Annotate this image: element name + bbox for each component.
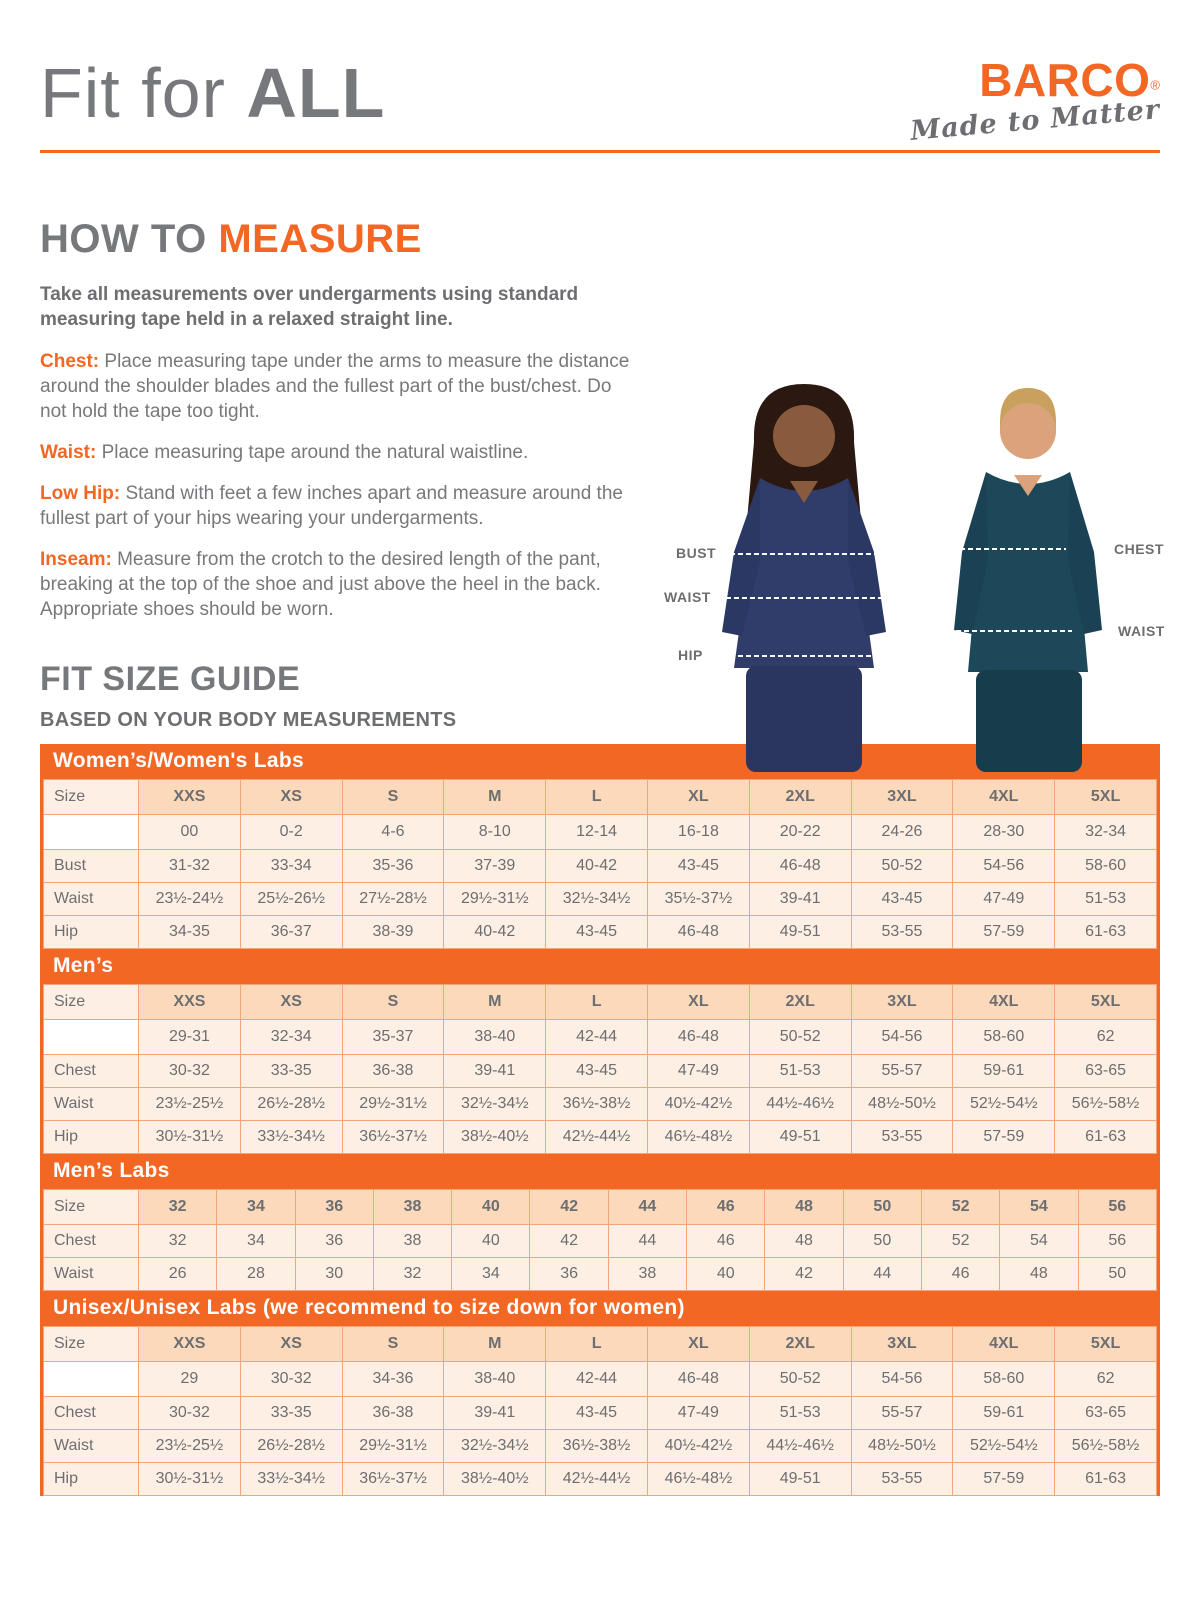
cell: 59-61	[953, 1397, 1055, 1430]
fit-size-guide-title: FIT SIZE GUIDE	[40, 660, 301, 699]
bust-line-label: BUST	[676, 545, 717, 561]
measure-item-chest-label: Chest:	[40, 350, 100, 372]
cell: 54	[1000, 1190, 1078, 1225]
cell: 33-34	[240, 850, 342, 883]
cell: 56½-58½	[1055, 1430, 1157, 1463]
cell: 32	[139, 1190, 217, 1225]
cell: 36½-37½	[342, 1463, 444, 1496]
measurement-photo	[652, 382, 1187, 772]
page-title-light: Fit for	[40, 54, 247, 132]
cell: 23½-24½	[139, 883, 241, 916]
measurement-row-waist	[44, 1088, 1157, 1121]
cell: 32	[373, 1258, 451, 1291]
size-tables	[40, 744, 1160, 1496]
cell: 56	[1078, 1225, 1156, 1258]
cell: 63-65	[1055, 1055, 1157, 1088]
cell: M	[444, 985, 546, 1020]
cell: 40-42	[444, 916, 546, 949]
cell: 43-45	[546, 1055, 648, 1088]
cell: 4XL	[953, 780, 1055, 815]
cell: 53-55	[851, 1121, 953, 1154]
cell: 42½-44½	[546, 1121, 648, 1154]
cell: 35-37	[342, 1020, 444, 1055]
cell: 36-38	[342, 1397, 444, 1430]
row-label	[44, 1362, 139, 1397]
measure-item-chest	[40, 349, 640, 424]
measurement-row-chest	[44, 1055, 1157, 1088]
cell: 36½-37½	[342, 1121, 444, 1154]
measurement-row-hip	[44, 916, 1157, 949]
table-section-womens	[43, 744, 1157, 949]
cell: 47-49	[647, 1055, 749, 1088]
cell: 39-41	[444, 1397, 546, 1430]
cell: 34-35	[139, 916, 241, 949]
cell: 61-63	[1055, 1463, 1157, 1496]
cell: 3XL	[851, 780, 953, 815]
cell: 38-39	[342, 916, 444, 949]
cell: 12-14	[546, 815, 648, 850]
row-label: Bust	[44, 850, 139, 883]
size-table	[43, 1189, 1157, 1291]
cell: 32½-34½	[546, 883, 648, 916]
measure-item-chest-text: Place measuring tape under the arms to measure the distance around the shoulder blades and the fullest part of the bust/chest. Do not hold the tape too tight.	[40, 350, 630, 422]
cell: 3XL	[851, 1327, 953, 1362]
measurement-row-chest	[44, 1397, 1157, 1430]
cell: 48½-50½	[851, 1088, 953, 1121]
cell: 52	[921, 1190, 999, 1225]
cell: S	[342, 985, 444, 1020]
cell: 30-32	[139, 1397, 241, 1430]
size-table	[43, 1326, 1157, 1496]
cell: 42	[765, 1258, 843, 1291]
how-to-measure-section	[40, 217, 640, 622]
cell: 30	[295, 1258, 373, 1291]
measure-item-waist-text: Place measuring tape around the natural waistline.	[96, 441, 529, 463]
waist-line-label-left: WAIST	[664, 589, 711, 605]
cell: 20-22	[749, 815, 851, 850]
table-unisex	[43, 1326, 1157, 1496]
cell: 40½-42½	[647, 1430, 749, 1463]
cell: 25½-26½	[240, 883, 342, 916]
cell: 40-42	[546, 850, 648, 883]
cell: 57-59	[953, 1463, 1055, 1496]
cell: XXS	[139, 985, 241, 1020]
cell: 24-26	[851, 815, 953, 850]
cell: XL	[647, 1327, 749, 1362]
cell: 5XL	[1055, 780, 1157, 815]
row-label	[44, 1020, 139, 1055]
size-range-row	[44, 1362, 1157, 1397]
cell: 49-51	[749, 1463, 851, 1496]
cell: L	[546, 1327, 648, 1362]
cell: 40½-42½	[647, 1088, 749, 1121]
measure-intro: Take all measurements over undergarments using standard measuring tape held in a relaxed straight line.	[40, 284, 579, 331]
masthead	[40, 54, 1161, 148]
cell: 4XL	[953, 1327, 1055, 1362]
measure-item-lowhip	[40, 481, 640, 531]
measurement-row-waist	[44, 1430, 1157, 1463]
table-title-unisex: Unisex/Unisex Labs (we recommend to size down for women)	[43, 1291, 1157, 1326]
cell: 62	[1055, 1362, 1157, 1397]
cell: 48	[765, 1190, 843, 1225]
cell: 28-30	[953, 815, 1055, 850]
cell: 49-51	[749, 916, 851, 949]
cell: 55-57	[851, 1397, 953, 1430]
cell: 42-44	[546, 1020, 648, 1055]
cell: 16-18	[647, 815, 749, 850]
cell: 40	[452, 1225, 530, 1258]
cell: 51-53	[1055, 883, 1157, 916]
cell: 58-60	[953, 1020, 1055, 1055]
cell: 56	[1078, 1190, 1156, 1225]
cell: M	[444, 780, 546, 815]
row-label	[44, 815, 139, 850]
measurement-row-waist	[44, 883, 1157, 916]
cell: 57-59	[953, 1121, 1055, 1154]
models-illustration	[652, 382, 1187, 772]
how-to-measure-title-gray: HOW TO	[40, 217, 219, 262]
cell: XL	[647, 985, 749, 1020]
table-section-mens	[43, 949, 1157, 1154]
cell: 2XL	[749, 1327, 851, 1362]
cell: 36-37	[240, 916, 342, 949]
cell: 51-53	[749, 1055, 851, 1088]
cell: 40	[687, 1258, 765, 1291]
cell: 46-48	[749, 850, 851, 883]
cell: 40	[452, 1190, 530, 1225]
cell: 38	[608, 1258, 686, 1291]
size-range-row	[44, 815, 1157, 850]
cell: 53-55	[851, 1463, 953, 1496]
cell: 38½-40½	[444, 1463, 546, 1496]
row-label: Size	[44, 985, 139, 1020]
cell: 52½-54½	[953, 1088, 1055, 1121]
cell: S	[342, 1327, 444, 1362]
cell: 42-44	[546, 1362, 648, 1397]
cell: L	[546, 780, 648, 815]
cell: 35-36	[342, 850, 444, 883]
brand-logo	[908, 54, 1161, 148]
cell: 29	[139, 1362, 241, 1397]
cell: 50	[843, 1225, 921, 1258]
cell: XS	[240, 985, 342, 1020]
cell: 4-6	[342, 815, 444, 850]
cell: 23½-25½	[139, 1430, 241, 1463]
cell: 62	[1055, 1020, 1157, 1055]
cell: 8-10	[444, 815, 546, 850]
cell: 3XL	[851, 985, 953, 1020]
measurement-row-bust	[44, 850, 1157, 883]
cell: 36-38	[342, 1055, 444, 1088]
cell: 32-34	[1055, 815, 1157, 850]
hip-line-label: HIP	[678, 647, 703, 663]
cell: 29½-31½	[444, 883, 546, 916]
cell: S	[342, 780, 444, 815]
cell: 42	[530, 1225, 608, 1258]
cell: 39-41	[749, 883, 851, 916]
cell: 52½-54½	[953, 1430, 1055, 1463]
cell: 36½-38½	[546, 1088, 648, 1121]
cell: 33½-34½	[240, 1463, 342, 1496]
cell: XXS	[139, 780, 241, 815]
cell: 32	[139, 1225, 217, 1258]
table-title-mens-labs: Men’s Labs	[43, 1154, 1157, 1189]
cell: 26½-28½	[240, 1430, 342, 1463]
cell: 33½-34½	[240, 1121, 342, 1154]
cell: 38-40	[444, 1362, 546, 1397]
cell: 38-40	[444, 1020, 546, 1055]
row-label: Waist	[44, 1430, 139, 1463]
row-label: Size	[44, 780, 139, 815]
cell: 2XL	[749, 985, 851, 1020]
cell: 54-56	[953, 850, 1055, 883]
measure-item-waist	[40, 440, 640, 465]
measurement-row-chest	[44, 1225, 1157, 1258]
cell: 30-32	[240, 1362, 342, 1397]
table-title-womens: Women’s/Women's Labs	[43, 744, 1157, 779]
measurement-row-hip	[44, 1121, 1157, 1154]
measure-item-inseam-label: Inseam:	[40, 549, 112, 571]
row-label: Waist	[44, 883, 139, 916]
cell: 43-45	[546, 916, 648, 949]
cell: 48	[765, 1225, 843, 1258]
cell: XS	[240, 1327, 342, 1362]
cell: 46½-48½	[647, 1121, 749, 1154]
cell: 46	[687, 1225, 765, 1258]
cell: 61-63	[1055, 1121, 1157, 1154]
cell: 48	[1000, 1258, 1078, 1291]
measure-item-inseam-text: Measure from the crotch to the desired length of the pant, breaking at the top of the shoe and just above the heel in the back. Appropriate shoes should be worn.	[40, 549, 601, 621]
cell: 30-32	[139, 1055, 241, 1088]
cell: 50-52	[851, 850, 953, 883]
cell: 36½-38½	[546, 1430, 648, 1463]
cell: 34-36	[342, 1362, 444, 1397]
cell: 50	[843, 1190, 921, 1225]
registered-mark-icon: ®	[1150, 77, 1160, 93]
cell: 32½-34½	[444, 1430, 546, 1463]
cell: 46-48	[647, 916, 749, 949]
cell: 33-35	[240, 1055, 342, 1088]
cell: 34	[217, 1190, 295, 1225]
cell: 29-31	[139, 1020, 241, 1055]
size-table	[43, 779, 1157, 949]
size-header-row	[44, 985, 1157, 1020]
cell: 56½-58½	[1055, 1088, 1157, 1121]
row-label: Size	[44, 1190, 139, 1225]
row-label: Chest	[44, 1225, 139, 1258]
cell: 50-52	[749, 1362, 851, 1397]
cell: 55-57	[851, 1055, 953, 1088]
cell: XS	[240, 780, 342, 815]
row-label: Hip	[44, 916, 139, 949]
cell: L	[546, 985, 648, 1020]
how-to-measure-title-orange: MEASURE	[218, 217, 422, 262]
cell: 26	[139, 1258, 217, 1291]
cell: 46-48	[647, 1362, 749, 1397]
size-header-row	[44, 1190, 1157, 1225]
cell: 32-34	[240, 1020, 342, 1055]
chest-line-label: CHEST	[1114, 541, 1164, 557]
cell: 52	[921, 1225, 999, 1258]
cell: 43-45	[546, 1397, 648, 1430]
cell: 33-35	[240, 1397, 342, 1430]
waist-line-label-right: WAIST	[1118, 623, 1165, 639]
cell: 34	[452, 1258, 530, 1291]
cell: 44½-46½	[749, 1088, 851, 1121]
measure-item-lowhip-label: Low Hip:	[40, 482, 121, 504]
cell: 34	[217, 1225, 295, 1258]
cell: 36	[295, 1190, 373, 1225]
cell: 37-39	[444, 850, 546, 883]
row-label: Chest	[44, 1055, 139, 1088]
size-range-row	[44, 1020, 1157, 1055]
size-table	[43, 984, 1157, 1154]
row-label: Waist	[44, 1258, 139, 1291]
cell: 36	[295, 1225, 373, 1258]
header-divider	[40, 150, 1160, 153]
cell: 59-61	[953, 1055, 1055, 1088]
cell: 43-45	[647, 850, 749, 883]
cell: 46	[687, 1190, 765, 1225]
cell: 50	[1078, 1258, 1156, 1291]
measure-item-lowhip-text: Stand with feet a few inches apart and measure around the fullest part of your hips wearing your undergarments.	[40, 482, 623, 529]
cell: 36	[530, 1258, 608, 1291]
cell: 46-48	[647, 1020, 749, 1055]
cell: 0-2	[240, 815, 342, 850]
cell: 23½-25½	[139, 1088, 241, 1121]
row-label: Waist	[44, 1088, 139, 1121]
cell: 47-49	[953, 883, 1055, 916]
cell: 5XL	[1055, 985, 1157, 1020]
size-header-row	[44, 780, 1157, 815]
cell: 30½-31½	[139, 1463, 241, 1496]
size-header-row	[44, 1327, 1157, 1362]
cell: 27½-28½	[342, 883, 444, 916]
measure-item-waist-label: Waist:	[40, 441, 97, 463]
cell: 58-60	[1055, 850, 1157, 883]
cell: 28	[217, 1258, 295, 1291]
cell: 26½-28½	[240, 1088, 342, 1121]
row-label: Chest	[44, 1397, 139, 1430]
cell: 38½-40½	[444, 1121, 546, 1154]
cell: XXS	[139, 1327, 241, 1362]
cell: 32½-34½	[444, 1088, 546, 1121]
measurement-row-hip	[44, 1463, 1157, 1496]
cell: 2XL	[749, 780, 851, 815]
cell: 48½-50½	[851, 1430, 953, 1463]
cell: 35½-37½	[647, 883, 749, 916]
cell: 61-63	[1055, 916, 1157, 949]
how-to-measure-title	[40, 217, 640, 262]
row-label: Size	[44, 1327, 139, 1362]
cell: 54-56	[851, 1020, 953, 1055]
cell: 38	[373, 1190, 451, 1225]
cell: 5XL	[1055, 1327, 1157, 1362]
cell: XL	[647, 780, 749, 815]
table-mens	[43, 984, 1157, 1154]
page-title	[40, 54, 386, 132]
cell: 29½-31½	[342, 1430, 444, 1463]
cell: 46	[921, 1258, 999, 1291]
cell: 53-55	[851, 916, 953, 949]
cell: 47-49	[647, 1397, 749, 1430]
table-womens	[43, 779, 1157, 949]
brand-name: BARCO	[979, 54, 1151, 106]
table-mens-labs	[43, 1189, 1157, 1291]
cell: 4XL	[953, 985, 1055, 1020]
cell: 44½-46½	[749, 1430, 851, 1463]
cell: 39-41	[444, 1055, 546, 1088]
table-title-mens: Men’s	[43, 949, 1157, 984]
cell: 44	[608, 1190, 686, 1225]
cell: 49-51	[749, 1121, 851, 1154]
table-section-mens-labs	[43, 1154, 1157, 1291]
cell: 42	[530, 1190, 608, 1225]
measurement-row-waist	[44, 1258, 1157, 1291]
measure-item-inseam	[40, 547, 640, 622]
fit-size-guide-subtitle: BASED ON YOUR BODY MEASUREMENTS	[40, 709, 457, 732]
cell: 57-59	[953, 916, 1055, 949]
brand-tagline: Made to Matter	[908, 94, 1161, 148]
cell: 31-32	[139, 850, 241, 883]
cell: 44	[843, 1258, 921, 1291]
cell: 51-53	[749, 1397, 851, 1430]
cell: 46½-48½	[647, 1463, 749, 1496]
cell: 50-52	[749, 1020, 851, 1055]
table-section-unisex	[43, 1291, 1157, 1496]
cell: 54	[1000, 1225, 1078, 1258]
row-label: Hip	[44, 1121, 139, 1154]
cell: 58-60	[953, 1362, 1055, 1397]
page-title-bold: ALL	[246, 54, 386, 132]
row-label: Hip	[44, 1463, 139, 1496]
cell: 44	[608, 1225, 686, 1258]
cell: 54-56	[851, 1362, 953, 1397]
cell: 42½-44½	[546, 1463, 648, 1496]
cell: M	[444, 1327, 546, 1362]
cell: 43-45	[851, 883, 953, 916]
cell: 38	[373, 1225, 451, 1258]
cell: 30½-31½	[139, 1121, 241, 1154]
cell: 29½-31½	[342, 1088, 444, 1121]
cell: 63-65	[1055, 1397, 1157, 1430]
cell: 00	[139, 815, 241, 850]
